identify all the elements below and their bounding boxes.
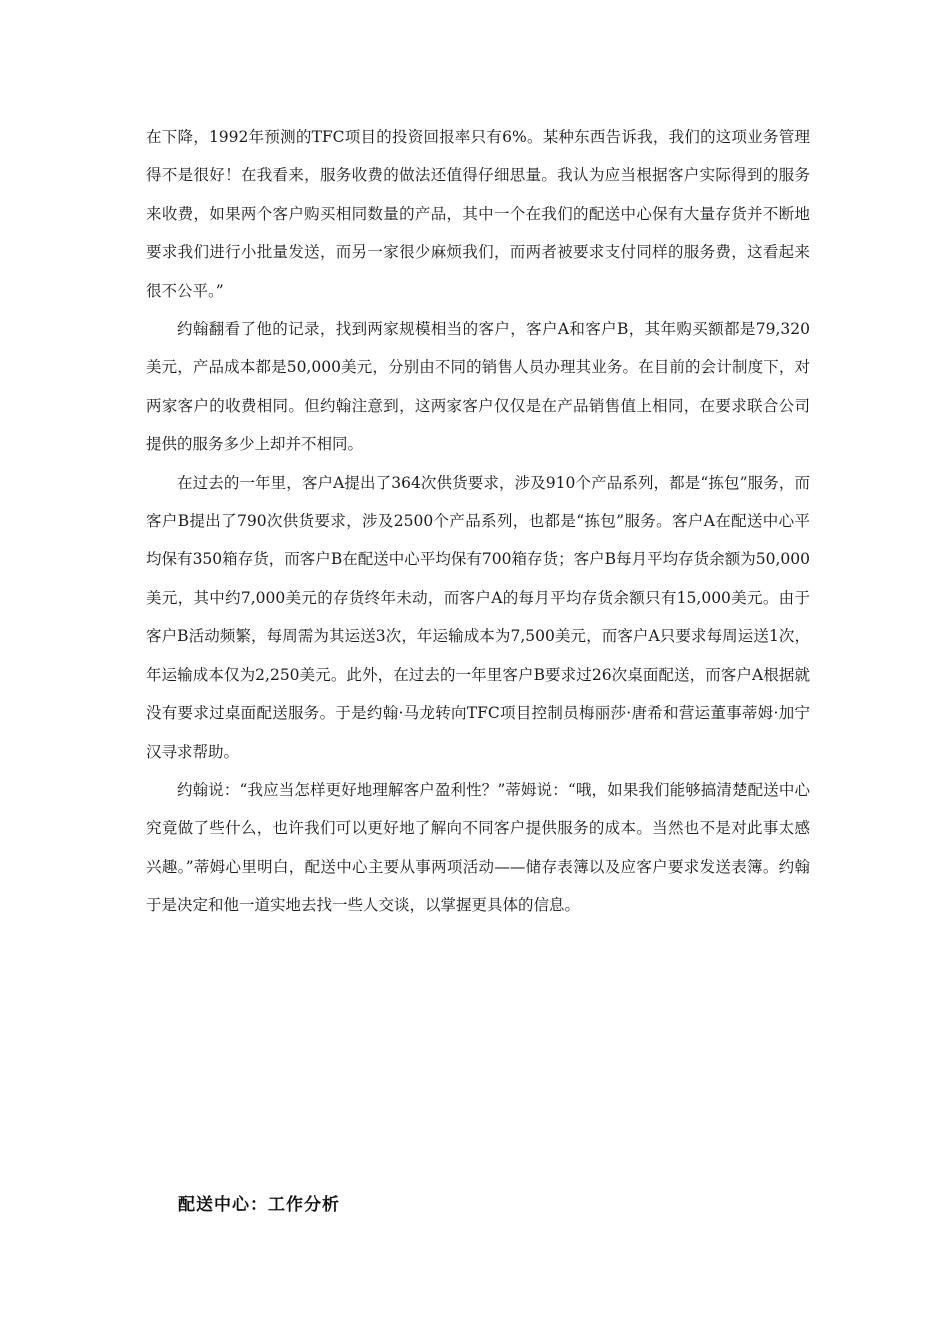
paragraph-customer-comparison: 约翰翻看了他的记录，找到两家规模相当的客户，客户A和客户B，其年购买额都是79,320美元，产品成本都是50,000美元，分别由不同的销售人员办理其业务。在目前的会计制度下，对两家客户的收费相同。但约翰注意到，这两家客户仅仅是在产品销售值上相同，在要求联合公司提供的服务多少上却并不相同。 — [146, 320, 810, 454]
paragraph-continuation: 在下降，1992年预测的TFC项目的投资回报率只有6%。某种东西告诉我，我们的这项业务管理得不是很好！在我看来，服务收费的做法还值得仔细思量。我认为应当根据客户实际得到的服务来收费，如果两个客户购买相同数量的产品，其中一个在我们的配送中心保有大量存货并不断地要求我们进行小批量发送，而另一家很少麻烦我们，而两者被要求支付同样的服务费，这看起来很不公平。” — [146, 128, 810, 300]
paragraph-service-details: 在过去的一年里，客户A提出了364次供货要求，涉及910个产品系列，都是“拣包”服务，而客户B提出了790次供货要求，涉及2500个产品系列，也都是“拣包”服务。客户A在配送中心平均保有350箱存货，而客户B在配送中心平均保有700箱存货；客户B每月平均存货余额为50,000美元，其中约7,000美元的存货终年未动，而客户A的每月平均存货余额只有15,000美元。由于客户B活动频繁，每周需为其运送3次，年运输成本为7,500美元，而客户A只要求每周运送1次，年运输成本仅为2,250美元。此外，在过去的一年里客户B要求过26次桌面配送，而客户A根据就没有要求过桌面配送服务。于是约翰·马龙转向TFC项目控制员梅丽莎·唐希和营运董事蒂姆·加宁汉寻求帮助。 — [146, 473, 810, 761]
paragraph-dialogue: 约翰说：“我应当怎样更好地理解客户盈利性？”蒂姆说：“哦，如果我们能够搞清楚配送中心究竟做了些什么，也许我们可以更好地了解向不同客户提供服务的成本。当然也不是对此事太感兴趣。”蒂姆心里明白，配送中心主要从事两项活动——储存表簿以及应客户要求发送表簿。约翰于是决定和他一道实地去找一些人交谈，以掌握更具体的信息。 — [146, 780, 810, 915]
document-body — [146, 118, 810, 925]
section-heading: 配送中心：工作分析 — [178, 1195, 340, 1215]
